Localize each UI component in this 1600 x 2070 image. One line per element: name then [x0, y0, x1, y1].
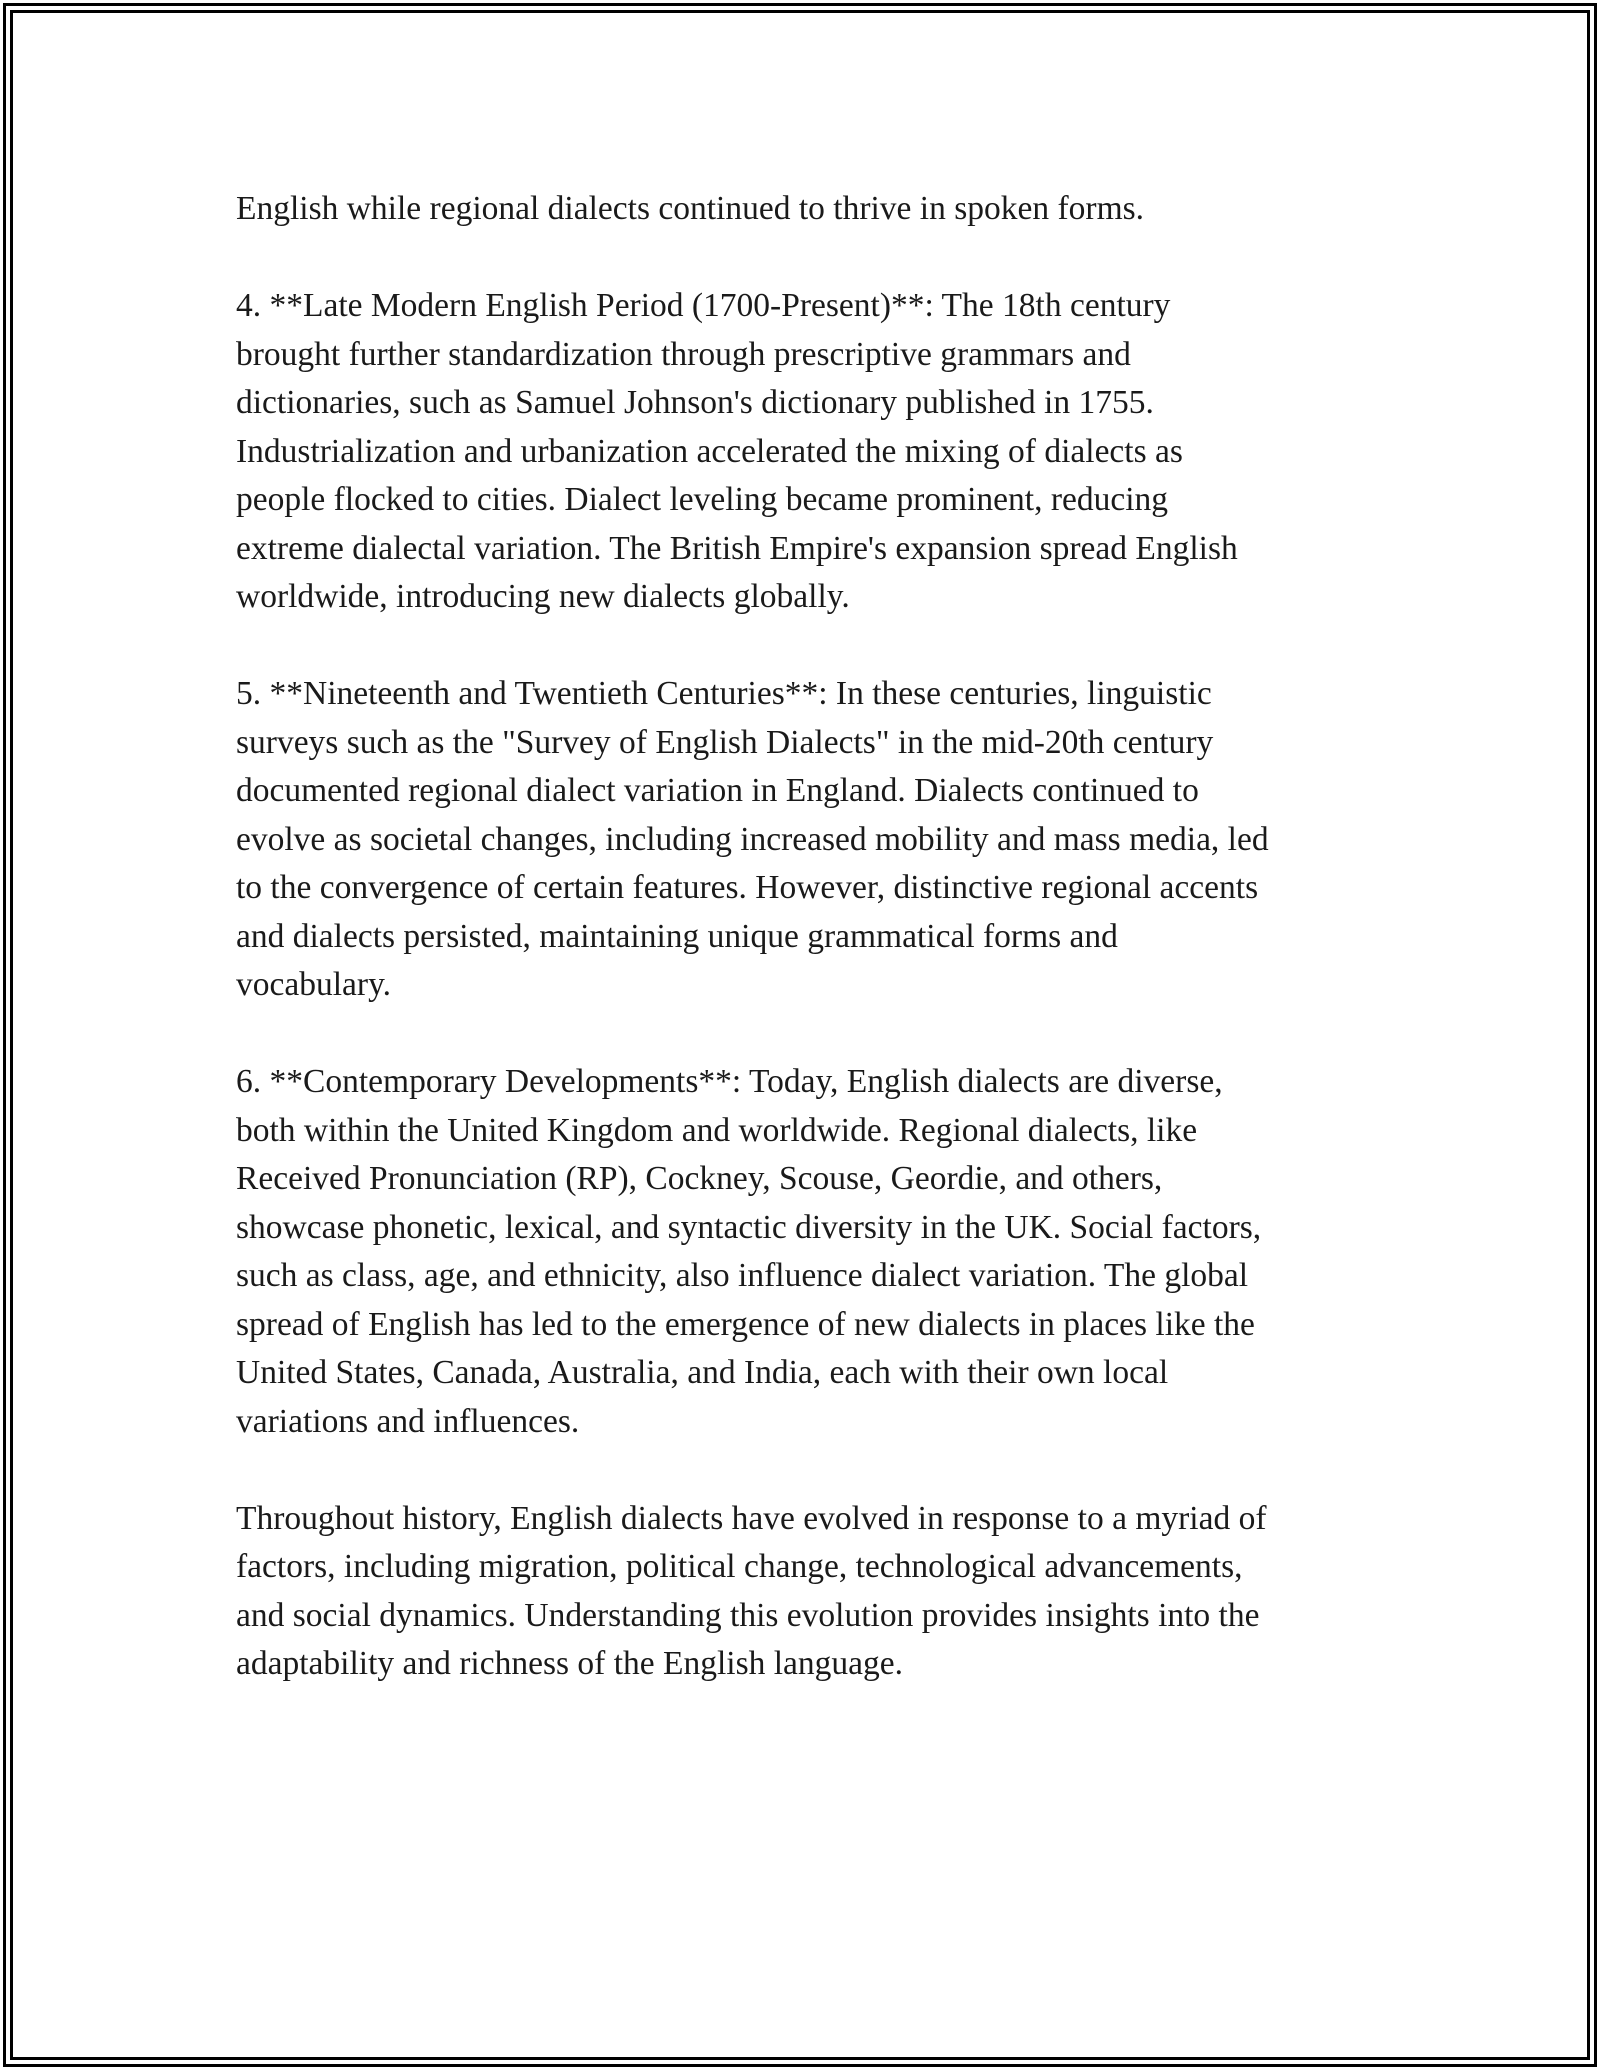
paragraph-continuation: English while regional dialects continued to thrive in spoken forms. — [236, 190, 1145, 227]
paragraph-late-modern-english: 4. **Late Modern English Period (1700-Present)**: The 18th century brought further standardization through prescriptive grammars and dictionaries, such as Samuel Johnson's dictionary published in 1755. Industrialization and urbanization accelerated the mixing of dialects as people flocked to cities. Dialect leveling became prominent, reducing extreme dialectal variation. The British Empire's expansion spread English worldwide, introducing new dialects globally. — [236, 287, 1238, 615]
paragraph-nineteenth-twentieth-centuries: 5. **Nineteenth and Twentieth Centuries**: In these centuries, linguistic surveys such as the "Survey of English Dialects" in the mid-20th century documented regional dialect variation in England. Dialects continued to evolve as societal changes, including increased mobility and mass media, led to the convergence of certain features. However, distinctive regional accents and dialects persisted, maintaining unique grammatical forms and vocabulary. — [236, 675, 1269, 1003]
document-body — [236, 185, 1386, 1737]
paragraph-contemporary-developments: 6. **Contemporary Developments**: Today, English dialects are diverse, both within the United Kingdom and worldwide. Regional dialects, like Received Pronunciation (RP), Cockney, Scouse, Geordie, and others, showcase phonetic, lexical, and syntactic diversity in the UK. Social factors, such as class, age, and ethnicity, also influence dialect variation. The global spread of English has led to the emergence of new dialects in places like the United States, Canada, Australia, and India, each with their own local variations and influences. — [236, 1063, 1262, 1440]
paragraph-conclusion: Throughout history, English dialects have evolved in response to a myriad of factors, including migration, political change, technological advancements, and social dynamics. Understanding this evolution provides insights into the adaptability and richness of the English language. — [236, 1499, 1267, 1682]
